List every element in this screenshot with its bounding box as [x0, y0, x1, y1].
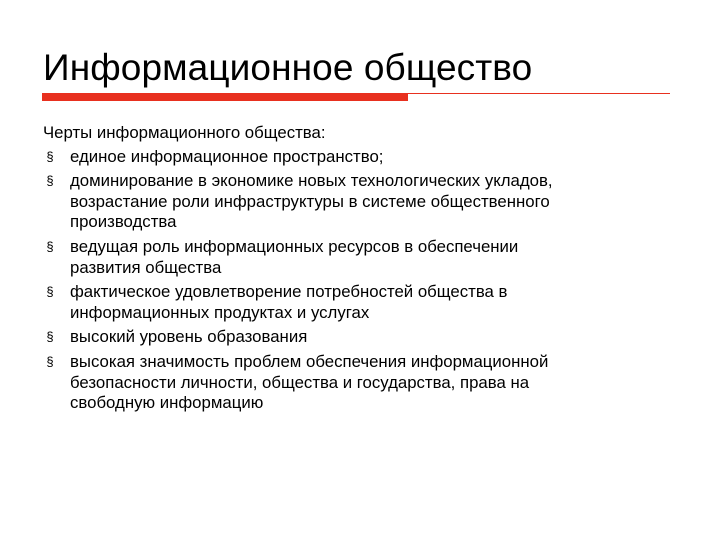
bullet-icon: §: [46, 284, 54, 300]
bullet-icon: §: [46, 238, 54, 254]
bullet-line: высокая значимость проблем обеспечения информационной: [70, 351, 549, 371]
bullet-line: безопасности личности, общества и государства, права на: [70, 372, 530, 392]
bullet-line: высокий уровень образования: [70, 327, 308, 347]
bullet-line: ведущая роль информационных ресурсов в обеспечении: [70, 236, 519, 256]
bullet-line: информационных продуктах и услугах: [70, 302, 370, 322]
bullet-line: развития общества: [70, 257, 222, 277]
bullet-icon: §: [46, 148, 54, 164]
list-item: [43, 352, 683, 414]
bullet-line: производства: [70, 212, 177, 232]
intro-text: Черты информационного общества:: [43, 123, 326, 142]
slide-body: [43, 123, 683, 418]
bullet-icon: §: [46, 329, 54, 345]
title-underline-accent: [42, 93, 408, 101]
list-item: [43, 147, 683, 168]
bullet-line: фактическое удовлетворение потребностей общества в: [70, 282, 508, 302]
bullet-line: свободную информацию: [70, 393, 264, 413]
slide-title: Информационное общество: [43, 47, 533, 88]
list-item: [43, 282, 683, 323]
bullet-line: единое информационное пространство;: [70, 146, 384, 166]
bullet-line: возрастание роли инфраструктуры в системе общественного: [70, 191, 550, 211]
bullet-icon: §: [46, 353, 54, 369]
bullet-list: [43, 147, 683, 414]
bullet-icon: §: [46, 173, 54, 189]
list-item: [43, 237, 683, 278]
list-item: [43, 171, 683, 233]
bullet-line: доминирование в экономике новых технологических укладов,: [70, 171, 553, 191]
list-item: [43, 327, 683, 348]
